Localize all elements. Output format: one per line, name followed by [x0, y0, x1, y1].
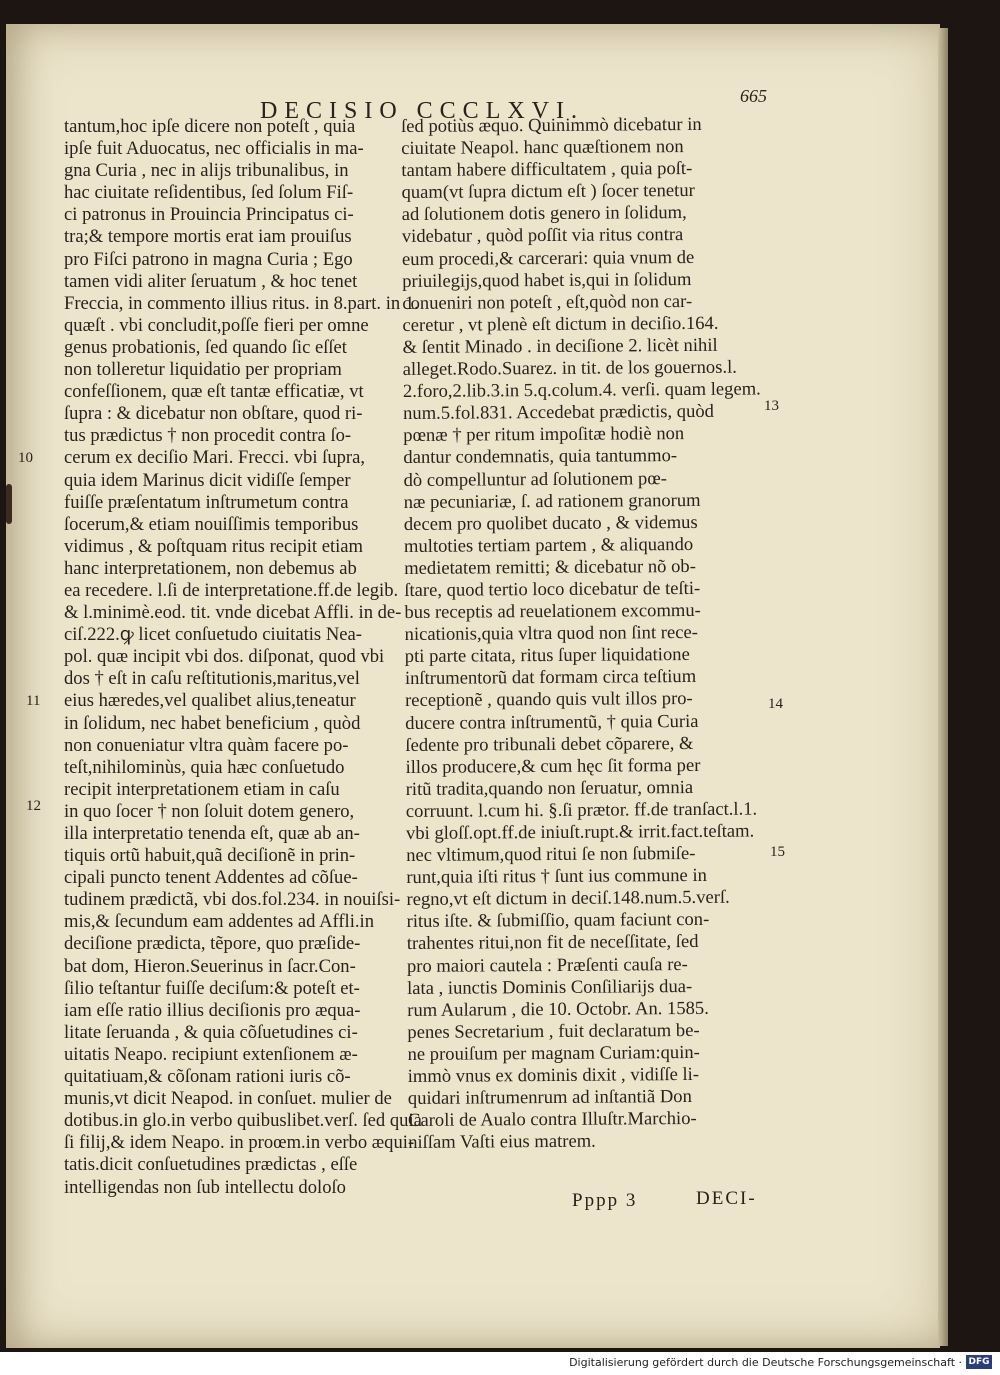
margin-number-12: 12	[26, 798, 41, 814]
text-line: munis,vt dicit Neapod. in conſuet. mulier de	[64, 1088, 392, 1110]
text-line: num.5.fol.831. Accedebat prædictis, quòd	[403, 401, 715, 425]
text-line: ipſe fuit Aduocatus, nec officialis in ma-	[64, 138, 364, 160]
text-line: tiquis ortũ habuit,quã deciſionẽ in prin-	[64, 845, 356, 867]
text-line: pro Fiſci patrono in magna Curia ; Ego	[64, 248, 353, 270]
text-line: quam(vt ſupra dictum eſt ) ſocer tenetur	[401, 180, 695, 204]
text-line: confeſſionem, quæ eſt tantæ efficatiæ, vt	[64, 381, 364, 403]
text-line: cerum ex deciſio Mari. Frecci. vbi ſupra,	[64, 447, 366, 469]
footer-credit: Digitalisierung gefördert durch die Deutsche Forschungsgemeinschaft ·	[569, 1356, 962, 1369]
text-line: hanc interpretationem, non debemus ab	[64, 557, 357, 579]
text-line: bat dom, Hieron.Seuerinus in ſacr.Con-	[64, 955, 356, 977]
text-line: ritũ tradita,quando non ſeruatur, omnia	[405, 776, 694, 800]
margin-number-15: 15	[770, 844, 785, 860]
text-line: ritus iſte. & ſubmiſſio, quam faciunt con-	[406, 909, 710, 933]
dfg-logo: DFG	[966, 1355, 992, 1369]
text-line: dos † eſt in caſu reſtitutionis,maritus,vel	[64, 668, 360, 690]
text-line: ſed potiùs æquo. Quinimmò dicebatur in	[401, 113, 702, 137]
text-line: penes Secretarium , fuit declaratum be-	[407, 1019, 700, 1043]
text-line: runt,quia iſti ritus † ſunt ius commune in	[406, 865, 707, 889]
margin-number-11: 11	[26, 693, 41, 709]
text-line: Freccia, in commento illius ritus. in 8.part. in 1.	[64, 292, 419, 314]
text-line: regno,vt eſt dictum in deciſ.148.num.5.verſ.	[406, 887, 730, 911]
text-line: bus receptis ad reuelationem excommu-	[404, 599, 701, 624]
text-line: lata , iunctis Dominis Conſiliarijs dua-	[407, 975, 693, 999]
text-line: tantam habere difficultatem , quia poſt-	[401, 158, 693, 182]
digitization-footer	[0, 1352, 1000, 1375]
text-line: ad ſolutionem dotis genero in ſolidum,	[401, 202, 687, 226]
text-line: mis,& ſecundum eam addentes ad Affli.in	[64, 911, 375, 933]
binding-mark	[6, 484, 12, 524]
text-line: intelligendas non ſub intellectu doloſo	[64, 1176, 346, 1198]
text-line: non conueniatur vltra quàm facere po-	[64, 734, 349, 756]
text-line: dotibus.in glo.in verbo quibuslibet.verſ. ſed quia	[64, 1110, 422, 1132]
text-line: immò vnus ex dominis dixit , vidiſſe li-	[407, 1063, 700, 1088]
text-line: nicationis,quia vltra quod non ſint rece-	[404, 622, 698, 646]
text-line: vbi gloſſ.opt.ff.de iniuſt.rupt.& irrit.fact.teſtam.	[405, 820, 755, 844]
text-line: vidimus , & poſtquam ritus recipit etiam	[64, 535, 364, 557]
text-line: ſedente pro tribunali debet cõparere, &	[405, 732, 694, 756]
text-line: alleget.Rodo.Suarez. in tit. de los gouernos.l.	[402, 356, 737, 381]
text-line: quidari inſtrumenrum ad inſtantiã Don	[407, 1086, 692, 1110]
text-line: tudinem prædictã, vbi dos.fol.234. in nouiſsi-	[64, 889, 401, 911]
text-line: cipali puncto tenent Addentes ad cõſue-	[64, 867, 358, 889]
text-line: eum procedi,& carcerari: quia vnum de	[401, 246, 695, 270]
text-line: tantum,hoc ipſe dicere non poteſt , quia	[64, 116, 356, 137]
text-line: & ſentit Minado . in deciſione 2. licèt nihil	[402, 334, 718, 358]
text-line: teſt,nihilominùs, quia hæc conſuetudo	[64, 756, 345, 778]
text-line: dantur condemnatis, quia tantummo-	[403, 445, 678, 469]
text-line: Caroli de Aualo contra Illuſtr.Marchio-	[407, 1108, 697, 1132]
text-line: quitatiuam,& cõſonam rationi iuris cõ-	[64, 1066, 351, 1088]
text-line: non tolleretur liquidatio per propriam	[64, 359, 342, 381]
text-line: uitatis Neapo. recipiunt extenſionem æ-	[64, 1043, 358, 1065]
text-line: ducere contra inſtrumentũ, † quia Curia	[405, 710, 699, 734]
text-line: pti parte citata, ritus ſuper liquidatione	[404, 644, 690, 668]
text-line: fuiſſe præſentatum inſtrumetum contra	[64, 491, 349, 513]
running-head: DECISIO CCCLXVI.	[260, 98, 585, 124]
text-line: priuilegijs,quod habet is,qui in ſolidum	[402, 268, 692, 292]
text-line: dò compelluntur ad ſolutionem pœ-	[403, 467, 667, 491]
text-line: ea recedere. l.ſi de interpretatione.ff.de legib.	[64, 579, 399, 601]
margin-number-13: 13	[764, 398, 779, 414]
folio-number: 665	[740, 86, 767, 106]
text-line: ſtare, quod tertio loco dicebatur de teſti-	[404, 577, 701, 601]
text-line: ci patronus in Prouincia Principatus ci-	[64, 204, 354, 226]
right-text-column	[401, 113, 770, 1154]
text-line: in quo ſocer † non ſoluit dotem genero,	[64, 800, 355, 822]
text-line: pœnæ † per ritum impoſitæ hodiè non	[403, 423, 685, 447]
text-line: genus probationis, ſed quando ſic eſſet	[64, 336, 347, 358]
text-line: illos producere,& cum hęc ſit forma per	[405, 754, 701, 778]
text-line: tra;& tempore mortis erat iam prouiſus	[64, 226, 352, 248]
text-line: ſi filij,& idem Neapo. in proœm.in verbo æqui-	[64, 1132, 415, 1154]
text-line: quia idem Marinus dicit vidiſſe ſemper	[64, 469, 351, 491]
text-line: in ſolidum, nec habet beneficium , quòd	[64, 712, 361, 734]
text-line: tamen vidi aliter ſeruatum , & hoc tenet	[64, 270, 358, 292]
book-page	[6, 24, 940, 1348]
text-line: iam eſſe ratio illius deciſionis pro æqua-	[64, 999, 361, 1021]
text-line: decem pro quolibet ducato , & videmus	[403, 511, 698, 535]
text-line: pol. quæ incipit vbi dos. diſponat, quod vbi	[64, 646, 385, 668]
text-line: receptionẽ , quando quis vult illos pro-	[405, 688, 693, 712]
text-line: gna Curia , nec in alijs tribunalibus, in	[64, 160, 349, 182]
text-line: medietatem remitti; & dicebatur nõ ob-	[404, 555, 696, 579]
catchword: DECI-	[696, 1188, 757, 1209]
text-line: corruunt. l.cum hi. §.ſi prætor. ff.de tranſact.l.1.	[405, 798, 758, 822]
text-line: tus prædictus † non procedit contra ſo-	[64, 425, 352, 447]
margin-number-10: 10	[18, 450, 33, 466]
text-line: ciuitate Neapol. hanc quæſtionem non	[401, 136, 684, 160]
text-line: ne prouiſum per magnam Curiam:quin-	[407, 1041, 700, 1065]
text-line: tatis.dicit conſuetudines prædictas , eſſe	[64, 1154, 358, 1176]
text-line: næ pecuniariæ, ſ. ad rationem granorum	[403, 489, 701, 513]
text-line: conueniri non poteſt , eſt,quòd non car-	[402, 290, 693, 314]
text-line: deciſione prædicta, tẽpore, quo præſide-	[64, 933, 361, 955]
margin-number-14: 14	[768, 696, 783, 712]
text-line: ſupra : & dicebatur non obſtare, quod ri-	[64, 403, 363, 425]
text-line: trahentes ritui,non fit de neceſſitate, ſed	[406, 931, 699, 955]
text-line: 2.foro,2.lib.3.in 5.q.colum.4. verſi. quam legem.	[402, 378, 761, 403]
text-line: videbatur , quòd poſſit via ritus contra	[401, 224, 684, 248]
text-line: nec vltimum,quod ritui ſe non ſubmiſe-	[406, 843, 696, 867]
left-text-column	[64, 116, 422, 1199]
text-line: illa interpretatio tenenda eſt, quæ ab an-	[64, 823, 360, 844]
text-line: & l.minimè.eod. tit. vnde dicebat Affli. in de-	[64, 602, 402, 624]
text-line: ciſ.222.ꝙ licet conſuetudo ciuitatis Nea-	[64, 624, 362, 646]
text-line: eius hæredes,vel qualibet alius,teneatur	[64, 690, 356, 712]
text-line: litate ſeruanda , & quia cõſuetudines ci-	[64, 1021, 358, 1043]
text-line: rum Aularum , die 10. Octobr. An. 1585.	[407, 997, 709, 1021]
text-line: pro maiori cautela : Præſenti cauſa re-	[406, 953, 688, 977]
signature-mark: Pppp 3	[572, 1190, 638, 1211]
text-line: ſilio teſtantur fuiſſe deciſum:& poteſt et-	[64, 977, 360, 999]
text-line: niſſam Vaſti eius matrem.	[408, 1130, 596, 1154]
text-line: multoties tertiam partem , & aliquando	[403, 533, 694, 557]
text-line: hac ciuitate reſidentibus, ſed ſolum Fiſ-	[64, 182, 354, 204]
text-line: inſtrumentorũ dat formam circa teſtium	[404, 666, 697, 690]
text-line: ceretur , vt plenè eſt dictum in deciſio.164.	[402, 312, 719, 336]
text-line: quæſt . vbi concludit,poſſe fieri per omne	[64, 314, 369, 336]
text-line: ſocerum,& etiam nouiſſimis temporibus	[64, 513, 359, 535]
text-line: recipit interpretationem etiam in caſu	[64, 778, 340, 800]
